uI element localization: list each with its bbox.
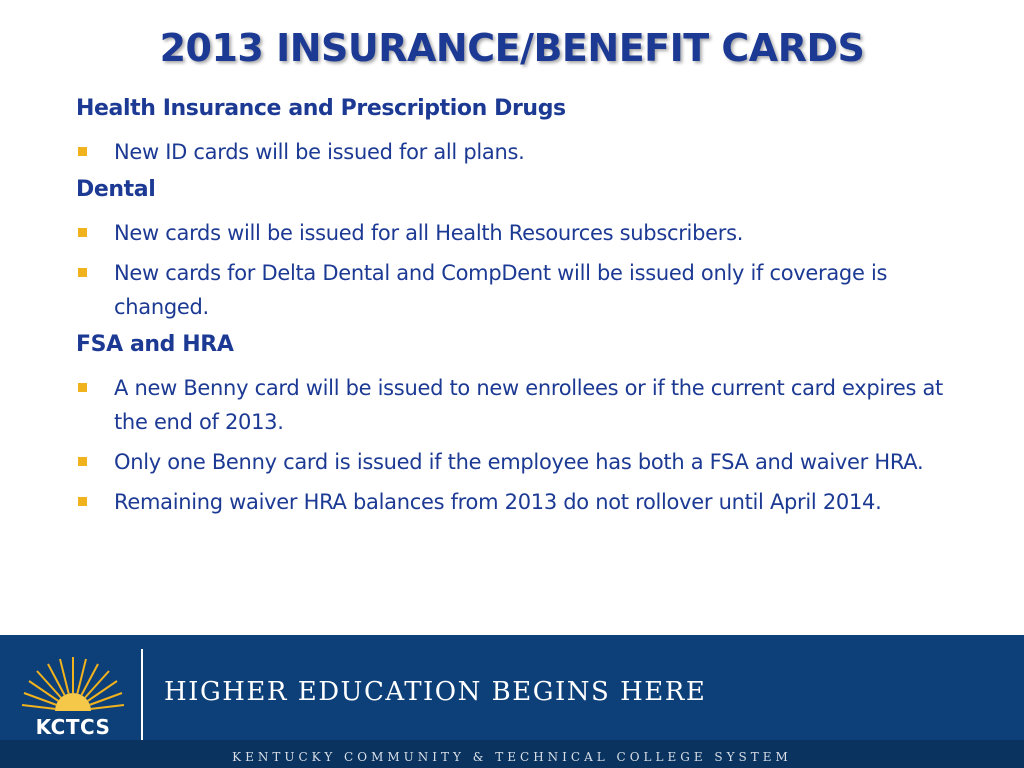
section-heading: Health Insurance and Prescription Drugs (76, 96, 566, 121)
section-health (76, 96, 976, 169)
footer-subbar (0, 740, 1024, 768)
bullet-item (76, 485, 974, 519)
section-dental (76, 177, 976, 324)
square-bullet-icon (78, 497, 87, 506)
square-bullet-icon (78, 147, 87, 156)
bullet-item (76, 445, 974, 479)
bullet-text: New cards for Delta Dental and CompDent will be issued only if coverage is changed. (114, 261, 888, 319)
kctcs-logo (18, 649, 128, 745)
slide-title: 2013 INSURANCE/BENEFIT CARDS (159, 26, 865, 70)
section-heading: FSA and HRA (76, 332, 234, 357)
bullet-text: Only one Benny card is issued if the employee has both a FSA and waiver HRA. (114, 450, 924, 474)
bullet-text: New cards will be issued for all Health Resources subscribers. (114, 221, 744, 245)
section-fsa-hra (76, 332, 976, 519)
square-bullet-icon (78, 268, 87, 277)
footer-divider (141, 649, 143, 741)
bullet-item (76, 256, 974, 324)
bullet-item (76, 216, 974, 250)
bullet-text: Remaining waiver HRA balances from 2013 do not rollover until April 2014. (114, 490, 882, 514)
sunburst-icon (18, 649, 128, 719)
logo-text: KCTCS (35, 715, 111, 739)
tagline: HIGHER EDUCATION BEGINS HERE (164, 677, 707, 707)
bullet-item (76, 135, 974, 169)
bullet-item (76, 371, 974, 439)
bullet-text: A new Benny card will be issued to new enrollees or if the current card expires at the end of 2013. (114, 376, 943, 434)
square-bullet-icon (78, 457, 87, 466)
square-bullet-icon (78, 228, 87, 237)
footer-banner (0, 635, 1024, 768)
section-heading: Dental (76, 177, 156, 202)
slide-content (76, 96, 976, 527)
square-bullet-icon (78, 383, 87, 392)
bullet-text: New ID cards will be issued for all plans. (114, 140, 525, 164)
institution-name: KENTUCKY COMMUNITY & TECHNICAL COLLEGE SYSTEM (232, 750, 792, 764)
